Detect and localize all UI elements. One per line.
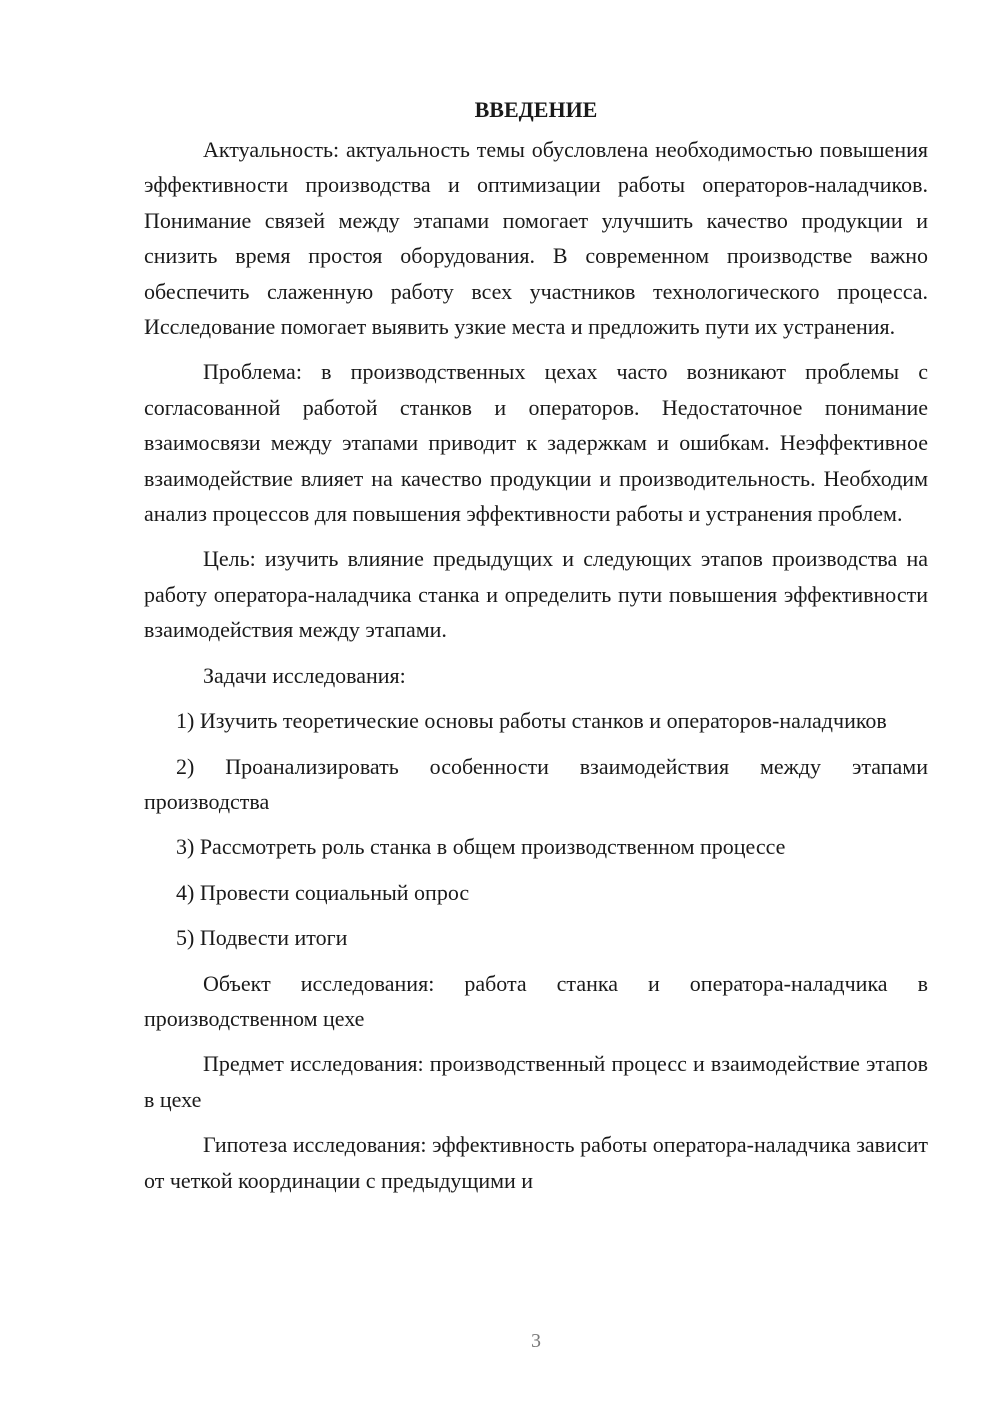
- paragraph-problem: Проблема: в производственных цехах часто возникают проблемы с согласованной работой станков и операторов. Недостаточное понимание взаимосвязи между этапами приводит к задержкам и ошибкам. Неэффективное взаимодействие влияет на качество продукции и производительность. Необходим анализ процессов для повышения эффективности работы и устранения проблем.: [144, 359, 928, 527]
- list-item: 2) Проанализировать особенности взаимодействия между этапами производства: [144, 753, 928, 814]
- paragraph-subject: Предмет исследования: производственный процесс и взаимодействие этапов в цехе: [144, 1051, 928, 1112]
- paragraph-tasks-heading: Задачи исследования:: [203, 662, 406, 688]
- list-item: 1) Изучить теоретические основы работы станков и операторов-наладчиков: [176, 708, 887, 734]
- paragraph-goal: Цель: изучить влияние предыдущих и следующих этапов производства на работу оператора-наладчика станка и определить пути повышения эффективности взаимодействия между этапами.: [144, 546, 928, 643]
- paragraph-actuality: Актуальность: актуальность темы обусловлена необходимостью повышения эффективности производства и оптимизации работы операторов-наладчиков. Понимание связей между этапами помогает улучшить качество продукции и снизить время простоя оборудования. В современном производстве важно обеспечить слаженную работу всех участников технологического процесса. Исследование помогает выявить узкие места и предложить пути их устранения.: [144, 137, 928, 340]
- paragraph-object: Объект исследования: работа станка и оператора-наладчика в производственном цехе: [144, 970, 928, 1031]
- list-item: 3) Рассмотреть роль станка в общем производственном процессе: [176, 834, 786, 860]
- paragraph-hypothesis: Гипотеза исследования: эффективность работы оператора-наладчика зависит от четкой координации с предыдущими и: [144, 1132, 928, 1193]
- list-item: 4) Провести социальный опрос: [176, 879, 470, 905]
- page-title: ВВЕДЕНИЕ: [474, 97, 598, 122]
- document-page: [144, 92, 928, 1208]
- list-item: 5) Подвести итоги: [176, 925, 348, 951]
- page-number: 3: [531, 1330, 541, 1352]
